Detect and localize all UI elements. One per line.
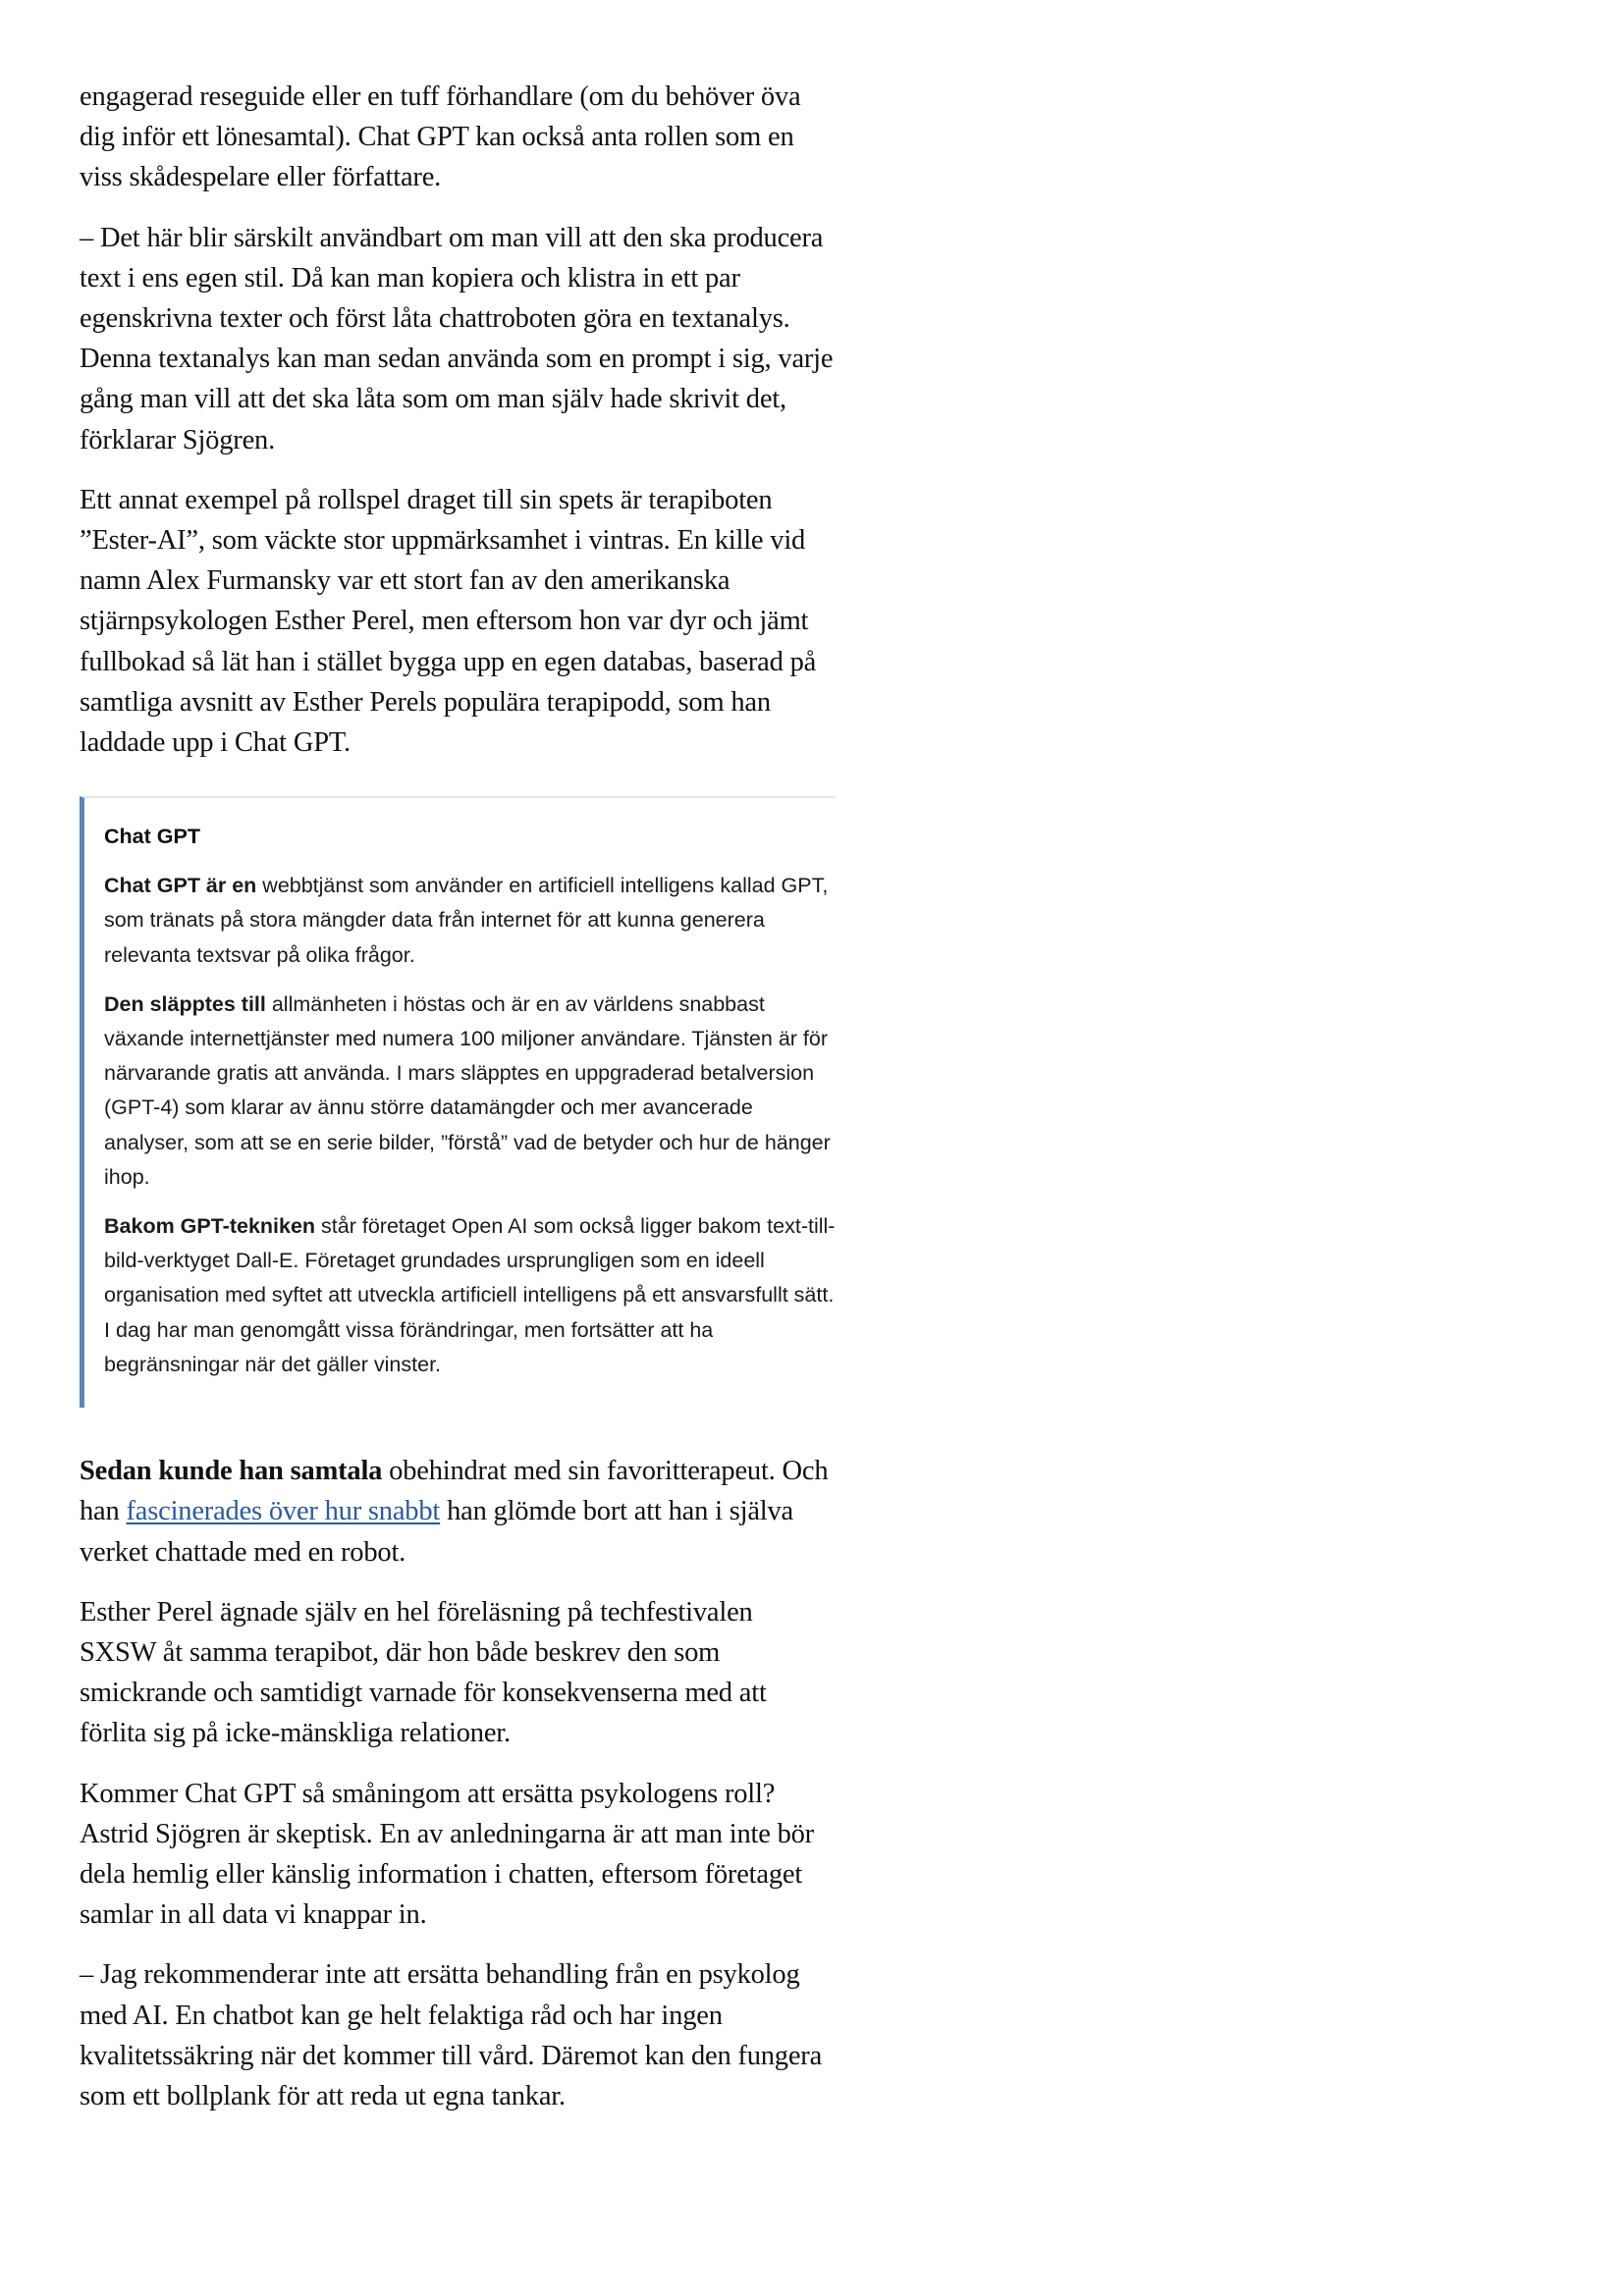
factbox-lead: Chat GPT är en [104,874,257,898]
inline-link[interactable]: fascinerades över hur snabbt [126,1496,441,1527]
factbox [80,796,836,1408]
paragraph: Kommer Chat GPT så småningom att ersätta psykologens roll? Astrid Sjögren är skeptisk. En av anledningarna är att man inte bör dela hemlig eller känslig information i chatten, eftersom företaget samlar in all data vi knappar in. [80,1778,814,1931]
quote-paragraph: – Jag rekommenderar inte att ersätta behandling från en psykolog med AI. En chatbot kan ge helt felaktiga råd och har ingen kvalitetssäkring när det kommer till vård. Däremot kan den fungera som ett bollplank för att reda ut egna tankar. [80,1959,823,2111]
factbox-text: webbtjänst som använder en artificiell intelligens kallad GPT, som tränats på stora mängder data från internet för att kunna generera relevanta textsvar på olika frågor. [104,874,829,967]
factbox-paragraph [104,1209,836,1382]
article-body [80,77,836,2136]
paragraph-lead: Sedan kunde han samtala [80,1456,383,1487]
paragraph: engagerad reseguide eller en tuff förhandlare (om du behöver öva dig inför ett lönesamtal). Chat GPT kan också anta rollen som en viss skådespelare eller författare. [80,81,801,193]
factbox-paragraph [104,988,836,1195]
factbox-title: Chat GPT [104,825,200,849]
paragraph [80,1451,836,1573]
paragraph: Ett annat exempel på rollspel draget till sin spets är terapiboten ”Ester-AI”, som väckte stor uppmärksamhet i vintras. En kille vid namn Alex Furmansky var ett stort fan av den amerikanska stjärnpsykologen Esther Perel, men eftersom hon var dyr och jämt fullbokad så lät han i stället bygga upp en egen databas, baserad på samtliga avsnitt av Esther Perels populära terapipodd, som han laddade upp i Chat GPT. [80,484,817,759]
paragraph-text: han glömde bort att han i själva verket chattade med en robot. [80,1496,793,1568]
factbox-text: allmänheten i höstas och är en av världens snabbast växande internettjänster med numera 100 miljoner användare. Tjänsten är för närvarande gratis att använda. I mars släpptes en uppgraderad betalversion (GPT-4) som klarar av ännu större datamängder och mer avancerade analyser, som att se en serie bilder, ”förstå” vad de betyder och hur de hänger ihop. [104,991,831,1189]
factbox-lead: Bakom GPT-tekniken [104,1214,316,1239]
quote-paragraph: – Det här blir särskilt användbart om man vill att den ska producera text i ens egen stil. Då kan man kopiera och klistra in ett par egenskrivna texter och först låta chattroboten göra en textanalys. Denna textanalys kan man sedan använda som en prompt i sig, varje gång man vill att det ska låta som om man själv hade skrivit det, förklarar Sjögren. [80,222,834,455]
factbox-lead: Den släpptes till [104,991,266,1016]
paragraph: Esther Perel ägnade själv en hel föreläsning på techfestivalen SXSW åt samma terapibot, där hon både beskrev den som smickrande och samtidigt varnade för konsekvenserna med att förlita sig på icke-mänskliga relationer. [80,1596,767,1749]
factbox-text: står företaget Open AI som också ligger bakom text-till-bild-verktyget Dall-E. Företaget grundades ursprungligen som en ideell organisation med syftet att utveckla artificiell intelligens på ett ansvarsfullt sätt. I dag har man genomgått vissa förändringar, men fortsätter att ha begränsningar när det gäller vinster. [104,1214,836,1376]
paragraph-text: obehindrat med sin favoritterapeut. Och han [80,1456,829,1527]
factbox-paragraph [104,869,836,973]
